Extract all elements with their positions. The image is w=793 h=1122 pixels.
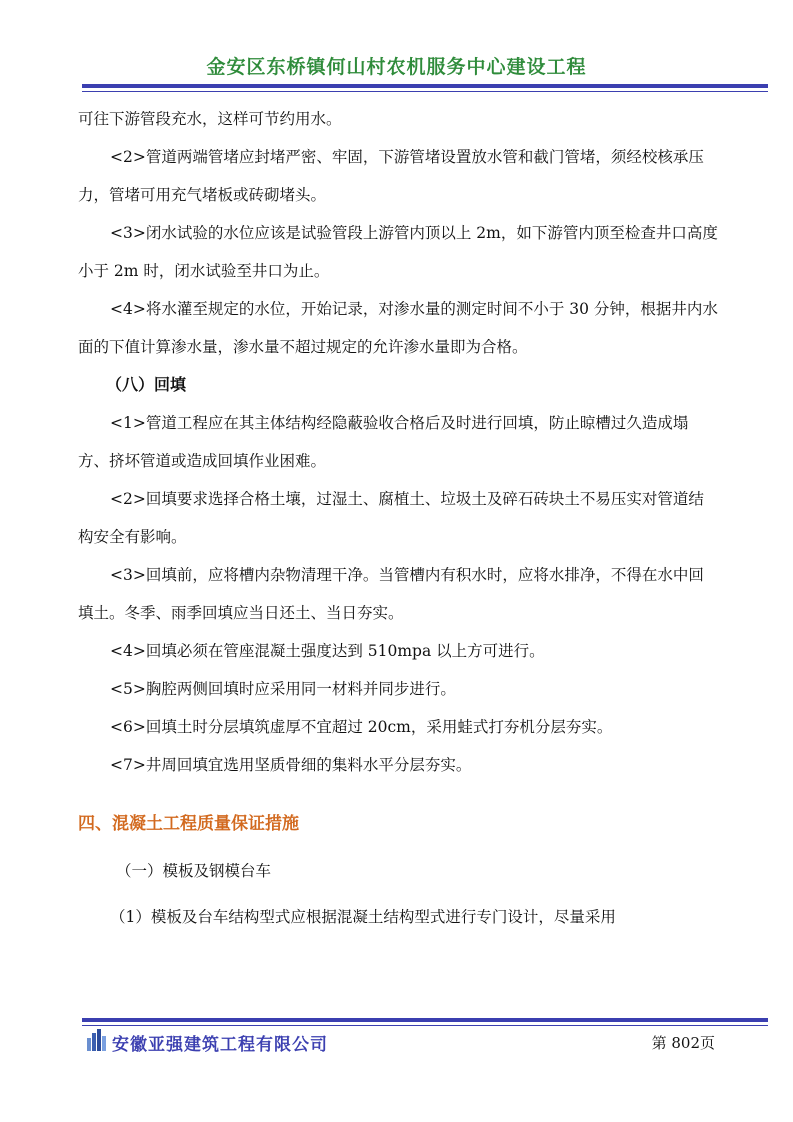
building-logo-icon	[86, 1028, 108, 1052]
header-rule	[82, 84, 768, 88]
paragraph: （1）模板及台车结构型式应根据混凝土结构型式进行专门设计，尽量采用	[110, 908, 616, 926]
paragraph: <4>将水灌至规定的水位，开始记录，对渗水量的测定时间不小于 30 分钟，根据井内水面的下值计算渗水量，渗水量不超过规定的允许渗水量即为合格。	[78, 300, 718, 356]
paragraph: <4>回填必须在管座混凝土强度达到 510mpa 以上方可进行。	[110, 642, 545, 660]
paragraph: <6>回填土时分层填筑虚厚不宜超过 20cm，采用蛙式打夯机分层夯实。	[110, 718, 613, 736]
document-body	[78, 100, 718, 936]
paragraph: 可往下游管段充水，这样可节约用水。	[78, 110, 342, 128]
paragraph: <3>回填前，应将槽内杂物清理干净。当管槽内有积水时，应将水排净，不得在水中回填土。冬季、雨季回填应当日还土、当日夯实。	[78, 566, 704, 622]
paragraph: <2>回填要求选择合格土壤，过湿土、腐植土、垃圾土及碎石砖块土不易压实对管道结构安全有影响。	[78, 490, 704, 546]
subsection-heading: （一）模板及钢模台车	[116, 862, 272, 880]
footer-rule	[82, 1018, 768, 1022]
section-heading: 四、混凝土工程质量保证措施	[78, 814, 299, 834]
page-number: 第 802页	[651, 1034, 715, 1052]
subheading-backfill: （八）回填	[106, 375, 187, 394]
footer-rule-thin	[82, 1025, 768, 1026]
paragraph: <2>管道两端管堵应封堵严密、牢固，下游管堵设置放水管和截门管堵，须经校核承压力，管堵可用充气堵板或砖砌堵头。	[78, 148, 704, 204]
paragraph: <3>闭水试验的水位应该是试验管段上游管内顶以上 2m，如下游管内顶至检查井口高度小于 2m 时，闭水试验至井口为止。	[78, 224, 718, 280]
paragraph: <5>胸腔两侧回填时应采用同一材料并同步进行。	[110, 680, 456, 698]
footer-company: 安徽亚强建筑工程有限公司	[112, 1035, 328, 1055]
header-rule-thin	[82, 91, 768, 92]
paragraph: <1>管道工程应在其主体结构经隐蔽验收合格后及时进行回填，防止晾槽过久造成塌方、挤坏管道或造成回填作业困难。	[78, 414, 689, 470]
document-header-title: 金安区东桥镇何山村农机服务中心建设工程	[206, 56, 587, 78]
paragraph: <7>井周回填宜选用坚质骨细的集料水平分层夯实。	[110, 756, 472, 774]
